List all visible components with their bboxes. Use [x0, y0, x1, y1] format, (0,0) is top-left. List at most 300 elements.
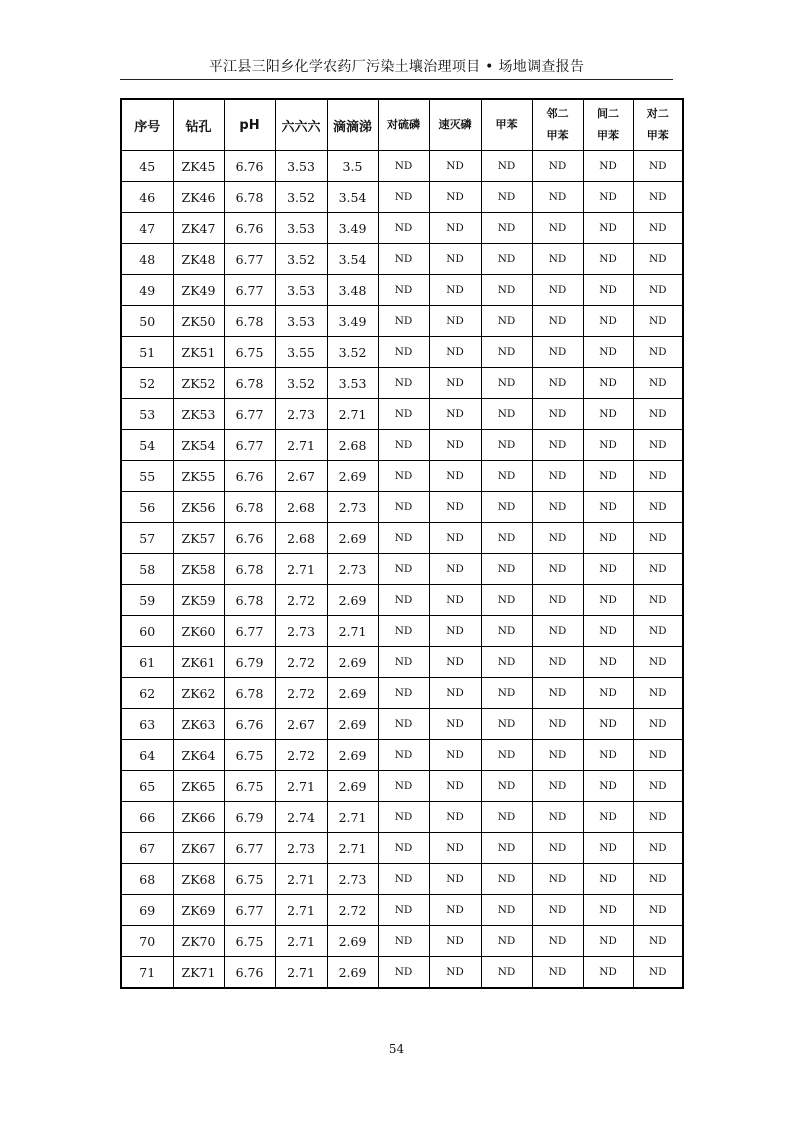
- table-cell-c10: ND: [583, 585, 633, 616]
- table-cell-c8: ND: [481, 151, 532, 182]
- table-cell-c2: ZK61: [173, 647, 224, 678]
- table-cell-c11: ND: [633, 895, 683, 926]
- table-cell-c4: 2.72: [275, 740, 327, 771]
- table-cell-c1: 46: [121, 182, 173, 213]
- table-cell-c2: ZK63: [173, 709, 224, 740]
- table-cell-c5: 2.68: [327, 430, 378, 461]
- table-row: [121, 926, 683, 957]
- table-cell-c4: 2.71: [275, 895, 327, 926]
- column-header-c7: 速灭磷: [429, 99, 481, 151]
- table-cell-c10: ND: [583, 368, 633, 399]
- column-header-c5: 滴滴涕: [327, 99, 378, 151]
- table-cell-c1: 61: [121, 647, 173, 678]
- table-cell-c10: ND: [583, 523, 633, 554]
- table-cell-c8: ND: [481, 647, 532, 678]
- table-cell-c3: 6.76: [224, 461, 275, 492]
- table-cell-c9: ND: [532, 740, 583, 771]
- table-cell-c8: ND: [481, 523, 532, 554]
- table-cell-c1: 58: [121, 554, 173, 585]
- column-header-c10: [583, 99, 633, 151]
- table-cell-c6: ND: [378, 616, 429, 647]
- table-cell-c6: ND: [378, 585, 429, 616]
- table-cell-c3: 6.75: [224, 337, 275, 368]
- table-cell-c9: ND: [532, 306, 583, 337]
- table-cell-c3: 6.78: [224, 554, 275, 585]
- table-cell-c9: ND: [532, 802, 583, 833]
- table-cell-c9: ND: [532, 399, 583, 430]
- column-header-c9: [532, 99, 583, 151]
- table-cell-c1: 63: [121, 709, 173, 740]
- table-cell-c9: ND: [532, 244, 583, 275]
- table-cell-c5: 2.69: [327, 461, 378, 492]
- table-cell-c6: ND: [378, 802, 429, 833]
- table-cell-c3: 6.78: [224, 306, 275, 337]
- table-cell-c11: ND: [633, 399, 683, 430]
- table-cell-c7: ND: [429, 895, 481, 926]
- table-cell-c4: 2.67: [275, 709, 327, 740]
- table-cell-c1: 60: [121, 616, 173, 647]
- table-cell-c1: 54: [121, 430, 173, 461]
- table-cell-c4: 2.73: [275, 833, 327, 864]
- table-cell-c8: ND: [481, 244, 532, 275]
- table-cell-c1: 51: [121, 337, 173, 368]
- table-cell-c9: ND: [532, 275, 583, 306]
- table-row: [121, 337, 683, 368]
- table-cell-c1: 65: [121, 771, 173, 802]
- table-cell-c9: ND: [532, 430, 583, 461]
- table-cell-c9: ND: [532, 151, 583, 182]
- table-cell-c4: 3.52: [275, 244, 327, 275]
- table-cell-c11: ND: [633, 957, 683, 989]
- table-cell-c3: 6.77: [224, 275, 275, 306]
- table-cell-c9: ND: [532, 182, 583, 213]
- table-cell-c3: 6.76: [224, 709, 275, 740]
- table-cell-c5: 2.73: [327, 554, 378, 585]
- table-cell-c4: 2.68: [275, 492, 327, 523]
- table-cell-c5: 2.69: [327, 523, 378, 554]
- table-cell-c9: ND: [532, 864, 583, 895]
- table-cell-c5: 2.69: [327, 585, 378, 616]
- table-cell-c8: ND: [481, 740, 532, 771]
- table-cell-c3: 6.77: [224, 244, 275, 275]
- page-number: 54: [388, 1042, 405, 1056]
- table-cell-c5: 2.71: [327, 833, 378, 864]
- table-cell-c5: 2.69: [327, 709, 378, 740]
- table-cell-c4: 2.72: [275, 678, 327, 709]
- table-cell-c11: ND: [633, 585, 683, 616]
- table-row: [121, 802, 683, 833]
- table-cell-c1: 49: [121, 275, 173, 306]
- table-cell-c10: ND: [583, 771, 633, 802]
- table-cell-c7: ND: [429, 740, 481, 771]
- table-cell-c7: ND: [429, 430, 481, 461]
- table-cell-c11: ND: [633, 244, 683, 275]
- table-cell-c11: ND: [633, 368, 683, 399]
- table-cell-c2: ZK57: [173, 523, 224, 554]
- table-cell-c6: ND: [378, 926, 429, 957]
- table-cell-c3: 6.76: [224, 523, 275, 554]
- table-cell-c9: ND: [532, 957, 583, 989]
- table-row: [121, 182, 683, 213]
- table-cell-c7: ND: [429, 554, 481, 585]
- table-cell-c3: 6.76: [224, 213, 275, 244]
- table-header-row: [121, 99, 683, 151]
- table-row: [121, 461, 683, 492]
- table-row: [121, 368, 683, 399]
- table-row: [121, 895, 683, 926]
- table-cell-c9: ND: [532, 585, 583, 616]
- header-rule: [120, 79, 673, 80]
- table-cell-c6: ND: [378, 337, 429, 368]
- table-cell-c5: 2.69: [327, 678, 378, 709]
- column-header-c11: [633, 99, 683, 151]
- table-cell-c1: 59: [121, 585, 173, 616]
- table-cell-c11: ND: [633, 771, 683, 802]
- table-cell-c10: ND: [583, 492, 633, 523]
- table-cell-c11: ND: [633, 182, 683, 213]
- table-row: [121, 554, 683, 585]
- table-cell-c4: 3.53: [275, 275, 327, 306]
- table-cell-c5: 2.73: [327, 864, 378, 895]
- table-cell-c1: 55: [121, 461, 173, 492]
- table-cell-c2: ZK47: [173, 213, 224, 244]
- table-row: [121, 678, 683, 709]
- table-cell-c6: ND: [378, 740, 429, 771]
- column-header-line: 甲苯: [597, 129, 619, 142]
- table-row: [121, 275, 683, 306]
- table-cell-c4: 2.73: [275, 616, 327, 647]
- table-cell-c10: ND: [583, 926, 633, 957]
- table-cell-c5: 2.69: [327, 647, 378, 678]
- table-cell-c3: 6.77: [224, 399, 275, 430]
- table-cell-c2: ZK52: [173, 368, 224, 399]
- table-cell-c6: ND: [378, 461, 429, 492]
- table-cell-c2: ZK66: [173, 802, 224, 833]
- table-cell-c9: ND: [532, 895, 583, 926]
- table-cell-c8: ND: [481, 616, 532, 647]
- table-cell-c10: ND: [583, 306, 633, 337]
- table-cell-c4: 2.72: [275, 585, 327, 616]
- table-cell-c11: ND: [633, 213, 683, 244]
- table-cell-c7: ND: [429, 399, 481, 430]
- table-cell-c6: ND: [378, 678, 429, 709]
- table-cell-c9: ND: [532, 554, 583, 585]
- table-cell-c3: 6.75: [224, 864, 275, 895]
- table-cell-c8: ND: [481, 895, 532, 926]
- table-cell-c10: ND: [583, 864, 633, 895]
- table-cell-c5: 3.49: [327, 213, 378, 244]
- table-cell-c3: 6.76: [224, 151, 275, 182]
- column-header-c8: 甲苯: [481, 99, 532, 151]
- table-cell-c9: ND: [532, 926, 583, 957]
- table-row: [121, 492, 683, 523]
- table-cell-c4: 2.71: [275, 864, 327, 895]
- table-cell-c2: ZK67: [173, 833, 224, 864]
- table-cell-c4: 2.71: [275, 771, 327, 802]
- table-cell-c1: 45: [121, 151, 173, 182]
- table-cell-c8: ND: [481, 182, 532, 213]
- table-cell-c5: 2.69: [327, 926, 378, 957]
- table-cell-c11: ND: [633, 430, 683, 461]
- table-cell-c8: ND: [481, 709, 532, 740]
- table-cell-c5: 2.69: [327, 740, 378, 771]
- table-cell-c9: ND: [532, 461, 583, 492]
- table-cell-c8: ND: [481, 833, 532, 864]
- column-header-line: 甲苯: [546, 129, 569, 142]
- table-cell-c10: ND: [583, 213, 633, 244]
- table-cell-c6: ND: [378, 554, 429, 585]
- table-cell-c1: 67: [121, 833, 173, 864]
- table-body: [121, 151, 683, 989]
- table-cell-c3: 6.75: [224, 740, 275, 771]
- table-cell-c9: ND: [532, 492, 583, 523]
- table-cell-c5: 2.71: [327, 616, 378, 647]
- table-cell-c7: ND: [429, 523, 481, 554]
- table-cell-c9: ND: [532, 616, 583, 647]
- table-cell-c6: ND: [378, 647, 429, 678]
- table-cell-c11: ND: [633, 554, 683, 585]
- table-cell-c1: 52: [121, 368, 173, 399]
- table-cell-c10: ND: [583, 399, 633, 430]
- table-cell-c6: ND: [378, 492, 429, 523]
- table-cell-c8: ND: [481, 678, 532, 709]
- table-cell-c10: ND: [583, 337, 633, 368]
- table-cell-c1: 71: [121, 957, 173, 989]
- table-cell-c2: ZK59: [173, 585, 224, 616]
- table-cell-c7: ND: [429, 585, 481, 616]
- table-cell-c8: ND: [481, 864, 532, 895]
- table-cell-c6: ND: [378, 709, 429, 740]
- table-cell-c9: ND: [532, 709, 583, 740]
- table-cell-c3: 6.79: [224, 647, 275, 678]
- table-cell-c11: ND: [633, 926, 683, 957]
- table-cell-c2: ZK70: [173, 926, 224, 957]
- table-row: [121, 957, 683, 989]
- table-cell-c8: ND: [481, 926, 532, 957]
- table-cell-c3: 6.78: [224, 678, 275, 709]
- table-cell-c6: ND: [378, 151, 429, 182]
- table-cell-c7: ND: [429, 833, 481, 864]
- table-cell-c10: ND: [583, 275, 633, 306]
- table-cell-c6: ND: [378, 430, 429, 461]
- table-cell-c8: ND: [481, 275, 532, 306]
- column-header-c3: pH: [224, 99, 275, 151]
- table-cell-c1: 56: [121, 492, 173, 523]
- table-row: [121, 244, 683, 275]
- table-cell-c2: ZK69: [173, 895, 224, 926]
- table-cell-c11: ND: [633, 337, 683, 368]
- table-cell-c2: ZK65: [173, 771, 224, 802]
- table-cell-c8: ND: [481, 213, 532, 244]
- table-cell-c9: ND: [532, 368, 583, 399]
- table-cell-c3: 6.75: [224, 926, 275, 957]
- table-cell-c5: 3.49: [327, 306, 378, 337]
- table-cell-c2: ZK46: [173, 182, 224, 213]
- table-cell-c4: 2.68: [275, 523, 327, 554]
- table-cell-c8: ND: [481, 337, 532, 368]
- table-cell-c7: ND: [429, 709, 481, 740]
- table-cell-c7: ND: [429, 213, 481, 244]
- table-cell-c3: 6.78: [224, 368, 275, 399]
- table-row: [121, 306, 683, 337]
- table-row: [121, 833, 683, 864]
- table-cell-c6: ND: [378, 864, 429, 895]
- table-cell-c1: 62: [121, 678, 173, 709]
- table-cell-c11: ND: [633, 492, 683, 523]
- table-cell-c10: ND: [583, 151, 633, 182]
- table-cell-c9: ND: [532, 213, 583, 244]
- table-cell-c7: ND: [429, 368, 481, 399]
- table-cell-c9: ND: [532, 647, 583, 678]
- table-row: [121, 523, 683, 554]
- table-cell-c11: ND: [633, 678, 683, 709]
- table-cell-c6: ND: [378, 399, 429, 430]
- table-cell-c4: 2.74: [275, 802, 327, 833]
- table-cell-c8: ND: [481, 430, 532, 461]
- table-cell-c8: ND: [481, 771, 532, 802]
- column-header-c4: 六六六: [275, 99, 327, 151]
- table-cell-c9: ND: [532, 833, 583, 864]
- table-cell-c5: 2.69: [327, 771, 378, 802]
- table-cell-c2: ZK51: [173, 337, 224, 368]
- table-cell-c2: ZK64: [173, 740, 224, 771]
- table-row: [121, 647, 683, 678]
- table-cell-c1: 48: [121, 244, 173, 275]
- table-cell-c3: 6.77: [224, 430, 275, 461]
- table-cell-c7: ND: [429, 492, 481, 523]
- table-row: [121, 585, 683, 616]
- table-cell-c4: 2.72: [275, 647, 327, 678]
- table-cell-c2: ZK53: [173, 399, 224, 430]
- table-cell-c6: ND: [378, 895, 429, 926]
- table-row: [121, 709, 683, 740]
- table-cell-c8: ND: [481, 585, 532, 616]
- table-cell-c10: ND: [583, 182, 633, 213]
- table-cell-c11: ND: [633, 275, 683, 306]
- table-cell-c4: 2.71: [275, 554, 327, 585]
- table-cell-c7: ND: [429, 182, 481, 213]
- table-cell-c5: 3.5: [327, 151, 378, 182]
- table-cell-c10: ND: [583, 647, 633, 678]
- table-cell-c10: ND: [583, 895, 633, 926]
- table-cell-c8: ND: [481, 492, 532, 523]
- table-cell-c2: ZK56: [173, 492, 224, 523]
- table-cell-c11: ND: [633, 647, 683, 678]
- table-row: [121, 151, 683, 182]
- table-cell-c4: 2.73: [275, 399, 327, 430]
- table-cell-c11: ND: [633, 833, 683, 864]
- table-cell-c1: 69: [121, 895, 173, 926]
- table-cell-c8: ND: [481, 554, 532, 585]
- table-cell-c11: ND: [633, 709, 683, 740]
- table-cell-c10: ND: [583, 802, 633, 833]
- table-cell-c8: ND: [481, 461, 532, 492]
- column-header-line: 对二: [646, 107, 669, 120]
- table-cell-c5: 2.71: [327, 399, 378, 430]
- table-row: [121, 430, 683, 461]
- table-cell-c4: 3.52: [275, 368, 327, 399]
- table-cell-c10: ND: [583, 740, 633, 771]
- column-header-c2: 钻孔: [173, 99, 224, 151]
- table-cell-c11: ND: [633, 616, 683, 647]
- table-cell-c3: 6.78: [224, 492, 275, 523]
- table-cell-c1: 50: [121, 306, 173, 337]
- column-header-line: 邻二: [546, 107, 569, 120]
- table-cell-c11: ND: [633, 802, 683, 833]
- table-cell-c5: 2.72: [327, 895, 378, 926]
- table-cell-c2: ZK45: [173, 151, 224, 182]
- table-cell-c2: ZK62: [173, 678, 224, 709]
- table-cell-c6: ND: [378, 244, 429, 275]
- table-cell-c6: ND: [378, 523, 429, 554]
- table-cell-c3: 6.75: [224, 771, 275, 802]
- table-cell-c7: ND: [429, 337, 481, 368]
- results-table: [120, 98, 684, 989]
- table-cell-c2: ZK54: [173, 430, 224, 461]
- table-cell-c2: ZK71: [173, 957, 224, 989]
- table-cell-c11: ND: [633, 151, 683, 182]
- table-cell-c9: ND: [532, 523, 583, 554]
- table-cell-c8: ND: [481, 399, 532, 430]
- table-cell-c3: 6.78: [224, 585, 275, 616]
- table-cell-c2: ZK55: [173, 461, 224, 492]
- table-cell-c10: ND: [583, 430, 633, 461]
- table-cell-c1: 70: [121, 926, 173, 957]
- table-cell-c8: ND: [481, 306, 532, 337]
- table-cell-c1: 47: [121, 213, 173, 244]
- table-row: [121, 740, 683, 771]
- table-cell-c7: ND: [429, 802, 481, 833]
- table-cell-c11: ND: [633, 523, 683, 554]
- table-cell-c7: ND: [429, 926, 481, 957]
- table-cell-c11: ND: [633, 306, 683, 337]
- table-cell-c5: 2.73: [327, 492, 378, 523]
- table-cell-c8: ND: [481, 802, 532, 833]
- table-cell-c1: 64: [121, 740, 173, 771]
- table-cell-c4: 2.71: [275, 430, 327, 461]
- table-cell-c7: ND: [429, 647, 481, 678]
- table-cell-c2: ZK49: [173, 275, 224, 306]
- table-cell-c4: 3.52: [275, 182, 327, 213]
- table-cell-c1: 66: [121, 802, 173, 833]
- table-cell-c4: 3.53: [275, 306, 327, 337]
- table-row: [121, 399, 683, 430]
- table-cell-c6: ND: [378, 213, 429, 244]
- table-cell-c7: ND: [429, 864, 481, 895]
- table-cell-c5: 3.52: [327, 337, 378, 368]
- table-cell-c7: ND: [429, 461, 481, 492]
- table-cell-c8: ND: [481, 957, 532, 989]
- table-cell-c7: ND: [429, 275, 481, 306]
- table-cell-c6: ND: [378, 306, 429, 337]
- table-cell-c7: ND: [429, 678, 481, 709]
- table-cell-c5: 3.53: [327, 368, 378, 399]
- table-cell-c10: ND: [583, 678, 633, 709]
- table-cell-c10: ND: [583, 461, 633, 492]
- table-cell-c2: ZK60: [173, 616, 224, 647]
- table-cell-c3: 6.77: [224, 833, 275, 864]
- table-cell-c1: 68: [121, 864, 173, 895]
- table-cell-c6: ND: [378, 275, 429, 306]
- table-cell-c5: 3.54: [327, 182, 378, 213]
- table-cell-c11: ND: [633, 461, 683, 492]
- table-cell-c5: 2.69: [327, 957, 378, 989]
- table-row: [121, 616, 683, 647]
- table-cell-c6: ND: [378, 833, 429, 864]
- table-cell-c3: 6.79: [224, 802, 275, 833]
- table-cell-c4: 2.71: [275, 926, 327, 957]
- table-cell-c10: ND: [583, 833, 633, 864]
